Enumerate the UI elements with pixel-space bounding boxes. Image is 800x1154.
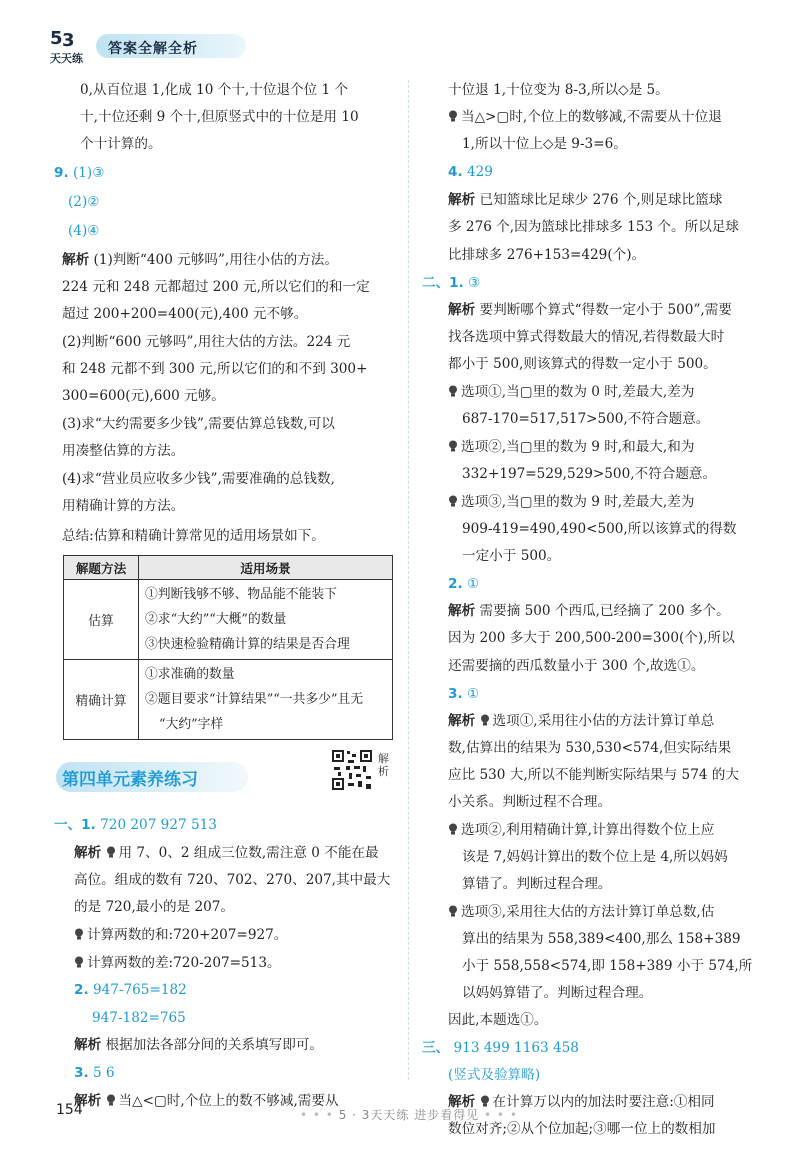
answer: 5 6 xyxy=(92,1065,115,1081)
analysis-text: 选项②,利用精确计算,计算出得数个位上应 xyxy=(461,822,715,838)
lightbulb-icon xyxy=(448,440,458,452)
question-number: 三、 xyxy=(422,1040,450,1056)
text-line xyxy=(74,925,287,945)
analysis-label: 解析 xyxy=(74,1093,102,1109)
text-line: 因为 200 多大于 200,500-200=300(个),所以 xyxy=(448,630,735,646)
lightbulb-icon xyxy=(106,846,116,858)
answer: (1)③ xyxy=(72,165,105,181)
scenario-item: ②题目要求“计算结果”“一共多少”且无 xyxy=(145,692,364,707)
table-cell xyxy=(139,660,393,740)
text-line: (2)判断“600 元够吗”,用往大估的方法。224 元 xyxy=(62,334,351,350)
text-line: 以妈妈算错了。判断过程合理。 xyxy=(462,985,653,1001)
scenario-item: ②求“大约”“大概”的数量 xyxy=(145,612,287,627)
question-number: 4. xyxy=(448,164,463,180)
page-number: 154 xyxy=(56,1102,83,1118)
lightbulb-icon xyxy=(448,823,458,835)
lightbulb-icon xyxy=(74,956,84,968)
lightbulb-icon xyxy=(106,1094,116,1106)
qr-label: 解析 xyxy=(378,752,389,778)
column-divider xyxy=(408,80,410,1080)
text-line: 数,估算出的结果为 530,530<574,但实际结果 xyxy=(448,740,732,756)
question-line xyxy=(422,1038,579,1058)
text-line: 算错了。判断过程合理。 xyxy=(462,876,612,892)
analysis-text: 在计算万以内的加法时要注意:①相同 xyxy=(492,1094,715,1110)
table-cell: 估算 xyxy=(64,580,139,660)
text-line xyxy=(448,492,694,512)
analysis-label: 解析 xyxy=(448,603,476,619)
text-line: 该是 7,妈妈计算出的数个位上是 4,所以妈妈 xyxy=(462,849,728,865)
table-row xyxy=(64,580,393,660)
slogan-text: 5 · 3天天练 进步看得见 xyxy=(338,1108,480,1122)
text-line: 比排球多 276+153=429(个)。 xyxy=(448,247,646,263)
analysis-line xyxy=(448,601,730,621)
analysis-label: 解析 xyxy=(448,192,476,208)
lightbulb-icon xyxy=(480,714,490,726)
text-line: 应比 530 大,所以不能判断实际结果与 574 的大 xyxy=(448,767,739,783)
analysis-text: 要判断哪个算式“得数一定小于 500”,需要 xyxy=(479,302,732,318)
text-line: 小于 558,558<574,即 158+389 小于 574,所 xyxy=(462,958,753,974)
text-line: 找各选项中算式得数最大的情况,若得数最大时 xyxy=(448,329,725,345)
question-number: 2. xyxy=(74,982,89,998)
analysis-label: 解析 xyxy=(448,302,476,318)
question-line xyxy=(422,273,480,293)
analysis-line xyxy=(74,1091,339,1111)
text-line: 还需要摘的西瓜数量小于 300 个,故选①。 xyxy=(448,658,705,674)
text-line: 909-419=490,490<500,所以该算式的得数 xyxy=(462,521,737,537)
text-line xyxy=(74,953,281,973)
analysis-text: 选项③,采用往大估的方法计算订单总数,估 xyxy=(461,904,715,920)
scenario-item: “大约”字样 xyxy=(159,717,224,732)
svg-text:天天练: 天天练 xyxy=(50,52,83,65)
text-line: 和 248 元都不到 300 元,所以它们的和不到 300+ xyxy=(62,361,368,377)
text-line xyxy=(448,820,714,840)
text-line: 用精确计算的方法。 xyxy=(62,498,185,514)
table-header: 适用场景 xyxy=(139,556,393,580)
text-line: 算出的结果为 558,389<400,那么 158+389 xyxy=(462,931,741,947)
text-line: 超过 200+200=400(元),400 元不够。 xyxy=(62,306,308,322)
answer: 947-765=182 xyxy=(92,982,187,998)
question-number: 2. xyxy=(448,576,463,592)
analysis-line xyxy=(62,250,338,270)
text-line: 因此,本题选①。 xyxy=(448,1012,548,1028)
text-line: 小关系。判断过程不合理。 xyxy=(448,794,612,810)
text-line: 十位退 1,十位变为 8-3,所以◇是 5。 xyxy=(448,82,669,98)
text-line: 高位。组成的数有 720、702、270、207,其中最大 xyxy=(74,872,391,888)
lightbulb-icon xyxy=(448,385,458,397)
scenario-item: ①求准确的数量 xyxy=(145,667,235,682)
question-line xyxy=(448,684,479,704)
svg-text:5: 5 xyxy=(50,28,63,49)
analysis-text: 选项③,当▢里的数为 9 时,差最大,差为 xyxy=(461,494,695,510)
section-title: 第四单元素养练习 xyxy=(62,770,198,790)
text-line: 224 元和 248 元都超过 200 元,所以它们的和一定 xyxy=(62,279,370,295)
lightbulb-icon xyxy=(448,110,458,122)
text-line: 一定小于 500。 xyxy=(462,548,561,564)
analysis-text: 选项①,采用往小估的方法计算订单总 xyxy=(492,713,715,729)
question-number: 二、1. xyxy=(422,275,464,291)
text-line: 300=600(元),600 元够。 xyxy=(62,388,225,404)
answer: 720 207 927 513 xyxy=(100,817,217,833)
brand-logo xyxy=(48,26,100,66)
text-line xyxy=(448,382,694,402)
text-line: 0,从百位退 1,化成 10 个十,十位退个位 1 个 xyxy=(80,82,349,98)
answer: 429 xyxy=(466,164,493,180)
text-line: 332+197=529,529>500,不符合题意。 xyxy=(462,466,717,482)
qr-code-icon[interactable] xyxy=(330,748,374,792)
question-number: 3. xyxy=(74,1065,89,1081)
analysis-line xyxy=(448,300,732,320)
lightbulb-icon xyxy=(448,905,458,917)
table-cell: 精确计算 xyxy=(64,660,139,740)
text-line: (3)求“大约需要多少钱”,需要估算总钱数,可以 xyxy=(62,416,335,432)
analysis-text: 用 7、0、2 组成三位数,需注意 0 不能在最 xyxy=(118,845,379,861)
question-number: 3. xyxy=(448,686,463,702)
question-line xyxy=(448,574,479,594)
analysis-text: 已知篮球比足球少 276 个,则足球比篮球 xyxy=(479,192,723,208)
svg-text:3: 3 xyxy=(62,30,75,51)
text-line xyxy=(448,107,722,127)
scenario-item: ①判断钱够不够、物品能不能装下 xyxy=(145,587,337,602)
footer-slogan xyxy=(300,1106,518,1123)
analysis-line xyxy=(74,1035,323,1055)
analysis-text: 计算两数的和:720+207=927。 xyxy=(87,927,288,943)
question-line xyxy=(54,815,217,835)
text-line: 1,所以十位上◇是 9-3=6。 xyxy=(462,136,627,152)
analysis-text: 需要摘 500 个西瓜,已经摘了 200 多个。 xyxy=(479,603,730,619)
text-line xyxy=(448,437,694,457)
question-line xyxy=(448,162,493,182)
answer: 913 499 1163 458 xyxy=(453,1040,579,1056)
lightbulb-icon xyxy=(74,928,84,940)
analysis-line xyxy=(448,711,714,731)
analysis-text: 选项②,当▢里的数为 9 时,和最大,和为 xyxy=(461,439,695,455)
text-line: 个十计算的。 xyxy=(80,136,162,152)
summary-line: 总结:估算和精确计算常见的适用场景如下。 xyxy=(62,528,325,544)
text-line: 数位对齐;②从个位加起;③哪一位上的数相加 xyxy=(448,1121,716,1137)
answer: (2)② xyxy=(68,194,100,210)
analysis-text: 选项①,当▢里的数为 0 时,差最大,差为 xyxy=(461,384,695,400)
text-line: 都小于 500,则该算式的得数一定小于 500。 xyxy=(448,356,717,372)
summary-table xyxy=(63,555,393,740)
answer: ③ xyxy=(468,275,481,291)
text-line xyxy=(448,902,714,922)
answer: ① xyxy=(466,576,480,592)
footer-dots-icon: • • • xyxy=(300,1108,339,1122)
header-title: 答案全解全析 xyxy=(108,41,198,57)
table-row xyxy=(64,660,393,740)
table-cell xyxy=(139,580,393,660)
analysis-text: 当△<▢时,个位上的数不够减,需要从 xyxy=(118,1093,339,1109)
answer-note: (竖式及验算略) xyxy=(448,1067,541,1083)
analysis-line xyxy=(448,190,722,210)
footer-dots-icon: • • • xyxy=(479,1108,518,1122)
analysis-text: 当△>▢时,个位上的数够减,不需要从十位退 xyxy=(461,109,722,125)
lightbulb-icon xyxy=(448,495,458,507)
text-line: 687-170=517,517>500,不符合题意。 xyxy=(462,411,710,427)
question-9 xyxy=(54,163,104,183)
question-line xyxy=(74,980,187,1000)
analysis-line xyxy=(74,843,379,863)
text-line: 多 276 个,因为篮球比排球多 153 个。所以足球 xyxy=(448,219,739,235)
analysis-label: 解析 xyxy=(74,1037,102,1053)
analysis-text: 根据加法各部分间的关系填写即可。 xyxy=(105,1037,324,1053)
analysis-label: 解析 xyxy=(448,713,476,729)
analysis-label: 解析 xyxy=(74,845,102,861)
text-line: 十,十位还剩 9 个十,但原竖式中的十位是用 10 xyxy=(80,109,359,125)
text-line: (4)求“营业员应收多少钱”,需要准确的总钱数, xyxy=(62,471,335,487)
question-number: 9. xyxy=(54,165,69,181)
analysis-text: 计算两数的差:720-207=513。 xyxy=(87,955,281,971)
text-line: 的是 720,最小的是 207。 xyxy=(74,899,235,915)
question-line xyxy=(74,1063,115,1083)
scenario-item: ③快速检验精确计算的结果是否合理 xyxy=(145,637,350,652)
table-header: 解题方法 xyxy=(64,556,139,580)
analysis-label: 解析 xyxy=(62,252,90,268)
question-number: 一、1. xyxy=(54,817,96,833)
answer: ① xyxy=(466,686,480,702)
answer: 947-182=765 xyxy=(92,1010,186,1026)
answer: (4)④ xyxy=(68,223,100,239)
text-line: 用凑整估算的方法。 xyxy=(62,443,185,459)
analysis-label: 解析 xyxy=(448,1094,476,1110)
analysis-text: (1)判断“400 元够吗”,用往小估的方法。 xyxy=(93,252,338,268)
